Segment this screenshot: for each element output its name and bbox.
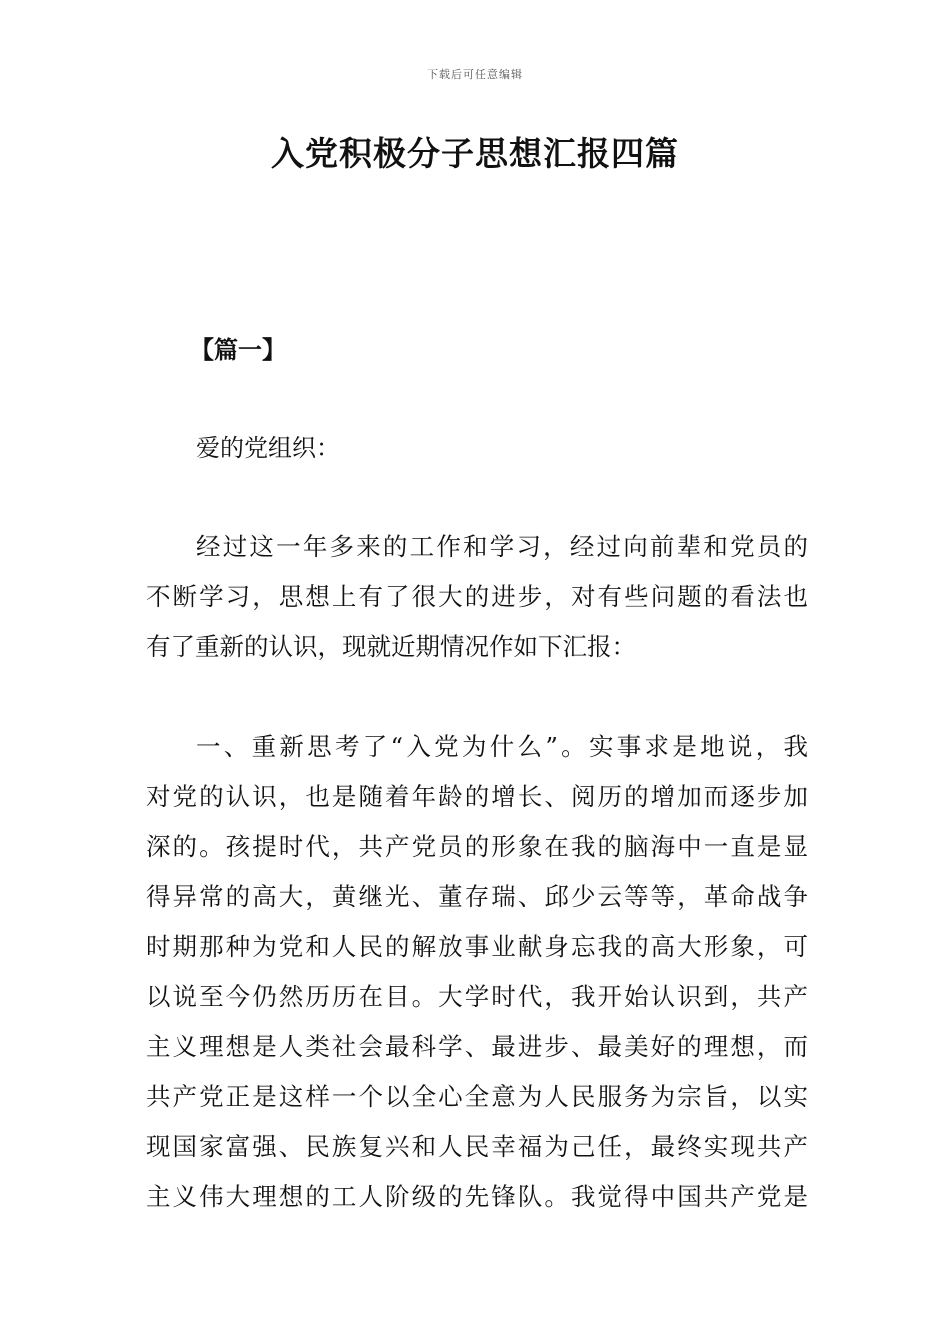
paragraph-line: 对党的认识，也是随着年龄的增长、阅历的增加而逐步加 — [146, 782, 808, 811]
paragraph-line: 得异常的高大，黄继光、董存瑞、邱少云等等，革命战争 — [146, 882, 808, 911]
paragraph-line: 以说至今仍然历历在目。大学时代，我开始认识到，共产 — [146, 982, 808, 1011]
paragraph-line: 不断学习，思想上有了很大的进步，对有些问题的看法也 — [146, 582, 808, 611]
paragraph-line: 深的。孩提时代，共产党员的形象在我的脑海中一直是显 — [146, 832, 808, 861]
salutation: 爱的党组织： — [196, 434, 340, 462]
paragraph-1 — [146, 522, 808, 672]
paragraph-line: 主义理想是人类社会最科学、最进步、最美好的理想，而 — [146, 1032, 808, 1061]
paragraph-line: 现国家富强、民族复兴和人民幸福为己任，最终实现共产 — [146, 1132, 808, 1161]
document-title: 入党积极分子思想汇报四篇 — [271, 134, 679, 173]
paragraph-line: 经过这一年多来的工作和学习，经过向前辈和党员的 — [196, 532, 808, 561]
section-label: 【篇一】 — [190, 336, 286, 364]
paragraph-line: 共产党正是这样一个以全心全意为人民服务为宗旨，以实 — [146, 1082, 808, 1111]
header-note: 下载后可任意编辑 — [427, 68, 523, 81]
paragraph-line: 一、重新思考了“入党为什么”。实事求是地说，我 — [196, 732, 808, 761]
paragraph-line: 有了重新的认识，现就近期情况作如下汇报： — [146, 632, 636, 661]
paragraph-line: 时期那种为党和人民的解放事业献身忘我的高大形象，可 — [146, 932, 808, 961]
paragraph-line: 主义伟大理想的工人阶级的先锋队。我觉得中国共产党是 — [146, 1182, 808, 1211]
paragraph-2 — [146, 722, 808, 1222]
